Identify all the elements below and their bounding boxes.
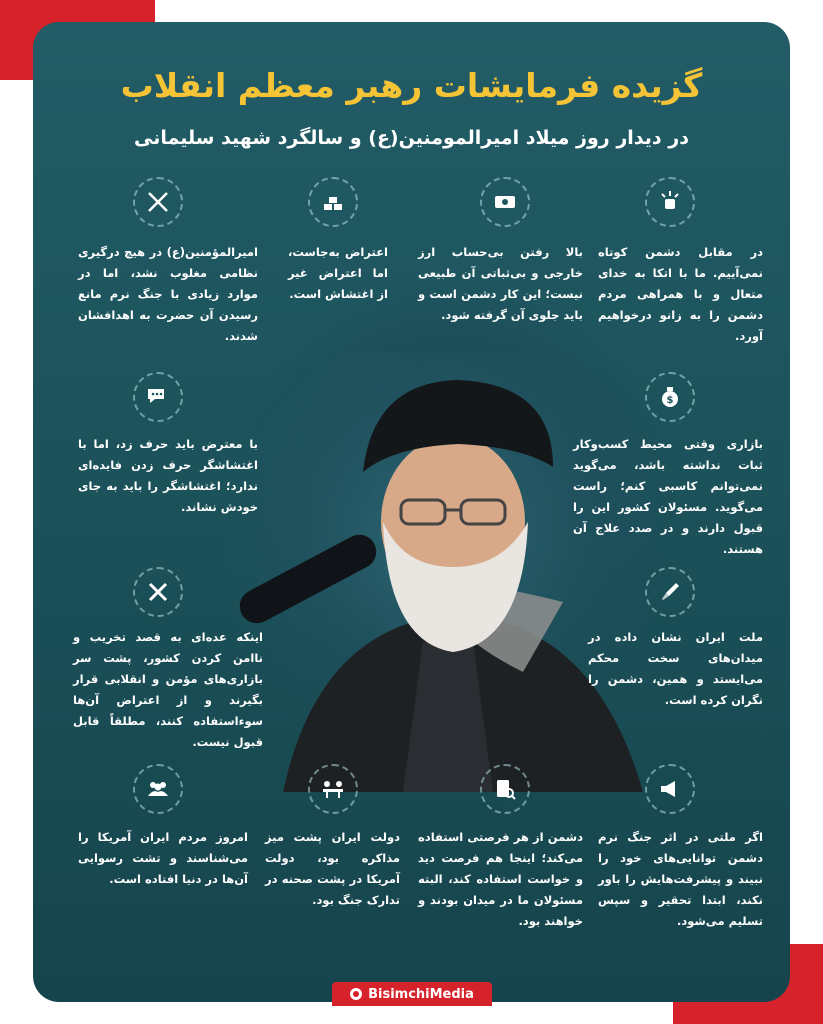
money-icon	[480, 177, 530, 227]
brand-logo-icon	[350, 988, 362, 1000]
quote-text: ملت ایران نشان داده در میدان‌های سخت محکم می‌ایستد و همین، دشمن را نگران کرده است.	[588, 630, 763, 707]
quote-text: در مقابل دشمن کوتاه نمی‌آییم. ما با اتکا به خدای متعال و با همراهی مردم دشمن را به زانو درخواهیم آورد.	[598, 245, 763, 343]
brand-footer	[332, 982, 492, 1006]
quote-text: اعتراض به‌جاست، اما اعتراض غیر از اغتشاش است.	[288, 245, 388, 301]
portrait-image	[223, 352, 663, 792]
quote-text: دولت ایران پشت میز مذاکره بود، دولت آمریکا در پشت صحنه در تدارک جنگ بود.	[265, 830, 400, 907]
quote-text: اگر ملتی در اثر جنگ نرم دشمن توانایی‌های خود را نبیند و پیشرفت‌هایش را باور نکند، ابتدا تحقیر و سپس تسلیم می‌شود.	[598, 830, 763, 928]
clipboard-search-icon	[480, 764, 530, 814]
quote-text: بازاری وقتی محیط کسب‌وکار ثبات نداشته باشد، می‌گوید نمی‌توانم کاسبی کنم؛ راست می‌گوید. مسئولان کشور این را قبول دارند و در صدد علاج آن هستند.	[573, 437, 763, 556]
money-bag-icon	[645, 372, 695, 422]
crossed-swords-icon	[133, 177, 183, 227]
quote-text: امیرالمؤمنین(ع) در هیچ درگیری نظامی مغلوب نشد، اما در موارد زیادی با جنگ نرم مانع رسیدن آن حضرت به اهدافشان شدند.	[78, 245, 258, 343]
cross-icon	[133, 567, 183, 617]
quote-text: بالا رفتن بی‌حساب ارز خارجی و بی‌ثباتی آن طبیعی نیست؛ این کار دشمن است و باید جلوی آن گرفته شود.	[418, 245, 583, 322]
page-title: گزیده فرمایشات رهبر معظم انقلاب	[120, 66, 703, 105]
quote-text: اینکه عده‌ای به قصد تخریب و ناامن کردن کشور، پشت سر بازاری‌های مؤمن و انقلابی قرار بگیرند و از اعتراض آن‌ها سوءاستفاده کنند، مطلقاً قابل قبول نیست.	[73, 630, 263, 749]
page-subtitle: در دیدار روز میلاد امیرالمومنین(ع) و سالگرد شهید سلیمانی	[134, 127, 689, 149]
gold-bars-icon	[308, 177, 358, 227]
brand-name: BisimchiMedia	[368, 986, 474, 1002]
quote-text: با معترض باید حرف زد، اما با اغتشاشگر حرف زدن فایده‌ای ندارد؛ اغتشاشگر را باید به جای خودش نشاند.	[78, 437, 258, 514]
megaphone-icon	[645, 764, 695, 814]
quote-text: امروز مردم ایران آمریکا را می‌شناسند و تشت رسوایی آن‌ها در دنیا افتاده است.	[78, 830, 248, 886]
infographic-card	[33, 22, 790, 1002]
svg-text:$: $	[666, 395, 674, 406]
negotiation-table-icon	[308, 764, 358, 814]
fist-icon	[645, 177, 695, 227]
quote-text: دشمن از هر فرصتی استفاده می‌کند؛ اینجا هم فرصت دید و خواست استفاده کند، البته مسئولان ما در میدان بودند و خواهند بود.	[418, 830, 583, 928]
chat-icon	[133, 372, 183, 422]
rocket-icon	[645, 567, 695, 617]
people-icon	[133, 764, 183, 814]
